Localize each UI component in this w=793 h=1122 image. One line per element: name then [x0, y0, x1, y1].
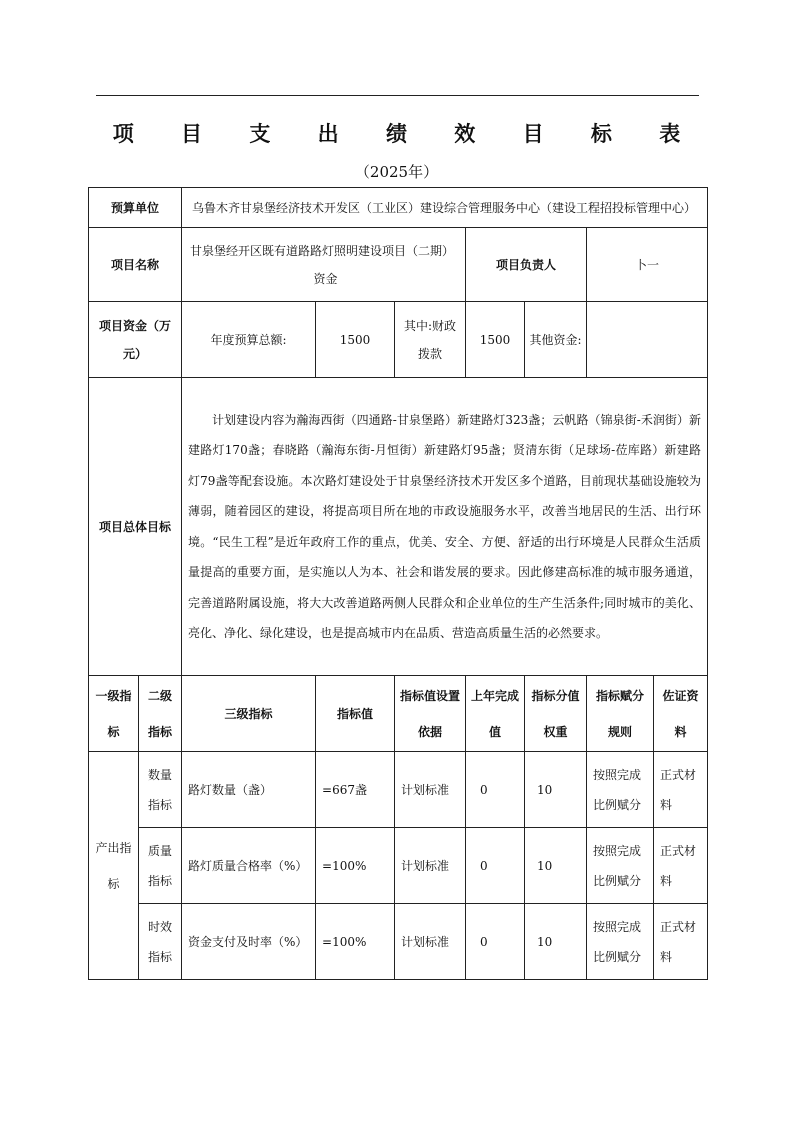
indicator-basis: 计划标准 — [395, 904, 466, 980]
goal-text: 计划建设内容为瀚海西街（四通路-甘泉堡路）新建路灯323盏；云帆路（锦泉街-禾润街）新建路灯170盏；春晓路（瀚海东街-月恒街）新建路灯95盏；贤清东街（足球场-莅库路）新建路灯79盏等配套设施。本次路灯建设处于甘泉堡经济技术开发区多个道路，目前现状基础设施较为薄弱，随着园区的建设，将提高项目所在地的市政设施服务水平，改善当地居民的生活、出行环境。“民生工程”是近年政府工作的重点，优美、安全、方便、舒适的出行环境是人民群众生活质量提高的重要方面，是实施以人为本、社会和谐发展的要求。因此修建高标准的城市服务通道，完善道路附属设施，将大大改善道路两侧人民群众和企业单位的生产生活条件;同时城市的美化、亮化、净化、绿化建设，也是提高城市内在品质、营造高质量生活的必然要求。 — [182, 378, 708, 676]
indicator-header-row — [89, 676, 708, 752]
row-unit — [89, 188, 708, 228]
indicator-l3: 路灯质量合格率（%） — [182, 828, 316, 904]
header-basis: 指标值设置依据 — [395, 676, 466, 752]
indicator-evidence: 正式材料 — [654, 904, 708, 980]
indicator-last: 0 — [466, 904, 525, 980]
project-name — [182, 228, 466, 302]
header-rule — [96, 95, 699, 96]
owner-label: 项目负责人 — [466, 228, 587, 302]
annual-budget-value: 1500 — [316, 302, 395, 378]
other-funds-value — [587, 302, 708, 378]
fiscal-value: 1500 — [466, 302, 525, 378]
other-funds-label: 其他资金: — [525, 302, 587, 378]
indicator-basis: 计划标准 — [395, 828, 466, 904]
indicator-rule: 按照完成比例赋分 — [587, 828, 654, 904]
header-last: 上年完成值 — [466, 676, 525, 752]
indicator-evidence: 正式材料 — [654, 752, 708, 828]
indicator-last: 0 — [466, 828, 525, 904]
indicator-l2: 数量指标 — [139, 752, 182, 828]
project-name-line1: 甘泉堡经开区既有道路路灯照明建设项目（二期） — [190, 243, 455, 258]
project-label: 项目名称 — [89, 228, 182, 302]
header-value: 指标值 — [316, 676, 395, 752]
indicator-row — [89, 828, 708, 904]
performance-table — [88, 187, 708, 980]
doc-year: （2025年） — [354, 163, 439, 181]
indicator-basis: 计划标准 — [395, 752, 466, 828]
row-funds — [89, 302, 708, 378]
owner-value: 卜一 — [587, 228, 708, 302]
header-weight: 指标分值权重 — [525, 676, 587, 752]
indicator-weight: 10 — [525, 828, 587, 904]
indicator-value: =100% — [316, 828, 395, 904]
indicator-l3: 资金支付及时率（%） — [182, 904, 316, 980]
indicator-value: =100% — [316, 904, 395, 980]
header-evidence: 佐证资料 — [654, 676, 708, 752]
project-name-line2: 资金 — [313, 271, 338, 286]
indicator-row — [89, 904, 708, 980]
indicator-l3: 路灯数量（盏） — [182, 752, 316, 828]
indicator-rule: 按照完成比例赋分 — [587, 904, 654, 980]
indicator-l2: 质量指标 — [139, 828, 182, 904]
indicator-value: =667盏 — [316, 752, 395, 828]
doc-title: 项 目 支 出 绩 效 目 标 表 — [112, 122, 701, 146]
funds-label: 项目资金（万元） — [89, 302, 182, 378]
indicator-last: 0 — [466, 752, 525, 828]
header-l1: 一级指标 — [89, 676, 139, 752]
header-l2: 二级指标 — [139, 676, 182, 752]
indicator-l2: 时效指标 — [139, 904, 182, 980]
annual-budget-label: 年度预算总额: — [182, 302, 316, 378]
row-goal — [89, 378, 708, 676]
fiscal-label: 其中:财政拨款 — [395, 302, 466, 378]
indicator-evidence: 正式材料 — [654, 828, 708, 904]
indicator-rule: 按照完成比例赋分 — [587, 752, 654, 828]
unit-label: 预算单位 — [89, 188, 182, 228]
indicator-row — [89, 752, 708, 828]
header-l3: 三级指标 — [182, 676, 316, 752]
goal-label: 项目总体目标 — [89, 378, 182, 676]
header-rule: 指标赋分规则 — [587, 676, 654, 752]
indicator-weight: 10 — [525, 904, 587, 980]
unit-value: 乌鲁木齐甘泉堡经济技术开发区（工业区）建设综合管理服务中心（建设工程招投标管理中心） — [182, 188, 708, 228]
row-project — [89, 228, 708, 302]
indicator-weight: 10 — [525, 752, 587, 828]
indicator-group: 产出指标 — [89, 752, 139, 980]
